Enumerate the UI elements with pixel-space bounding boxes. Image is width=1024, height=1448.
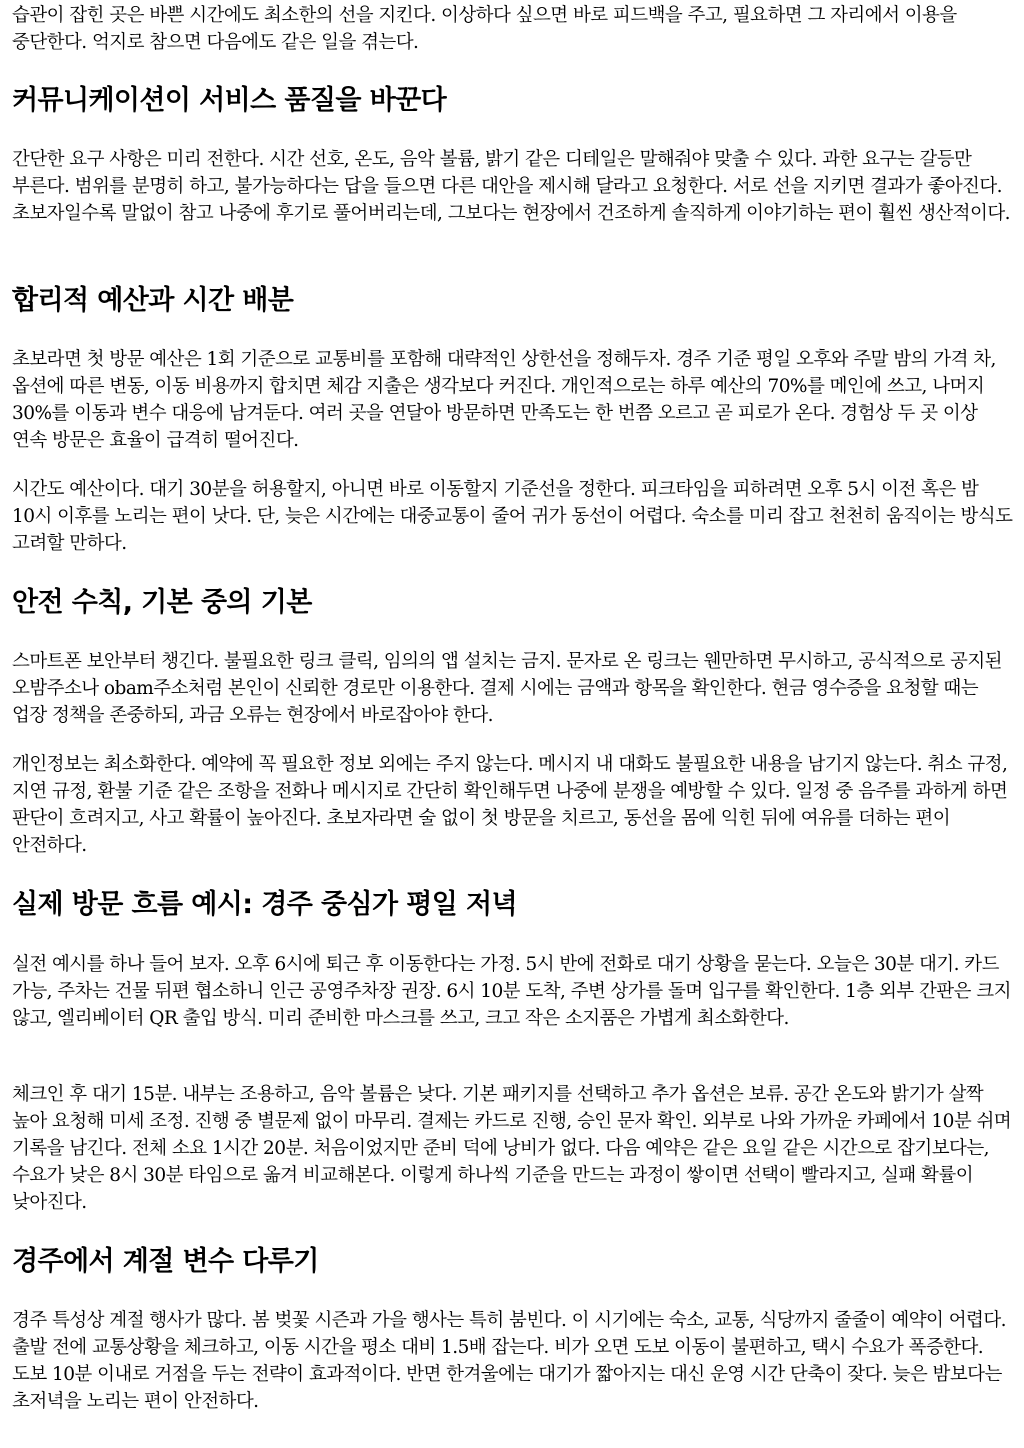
- section-heading-visit-example: 실제 방문 흐름 예시: 경주 중심가 평일 저녁: [12, 889, 517, 920]
- section-heading-budget: 합리적 예산과 시간 배분: [12, 285, 294, 316]
- section-paragraph-safety-2: 개인정보는 최소화한다. 예약에 꼭 필요한 정보 외에는 주지 않는다. 메시지 내 대화도 불필요한 내용을 남기지 않는다. 취소 규정, 지연 규정, 환불 기준 같은 조항을 전화나 메시지로 간단히 확인해두면 나중에 분쟁을 예방할 수 있다. 일정 중 음주를 과하게 하면 판단이 흐려지고, 사고 확률이 높아진다. 초보자라면 술 없이 첫 방문을 치르고, 동선을 몸에 익힌 뒤에 여유를 더하는 편이 안전하다.: [12, 754, 1008, 856]
- section-heading-safety: 안전 수칙, 기본 중의 기본: [12, 587, 312, 618]
- section-paragraph-safety-1: 스마트폰 보안부터 챙긴다. 불필요한 링크 클릭, 임의의 앱 설치는 금지. 문자로 온 링크는 웬만하면 무시하고, 공식적으로 공지된 오밤주소나 obam주소처럼 본인이 신뢰한 경로만 이용한다. 결제 시에는 금액과 항목을 확인한다. 현금 영수증을 요청할 때는 업장 정책을 존중하되, 과금 오류는 현장에서 바로잡아야 한다.: [12, 651, 1002, 726]
- section-heading-communication: 커뮤니케이션이 서비스 품질을 바꾼다: [12, 85, 447, 116]
- section-paragraph-budget-2: 시간도 예산이다. 대기 30분을 허용할지, 아니면 바로 이동할지 기준선을 정한다. 피크타임을 피하려면 오후 5시 이전 혹은 밤 10시 이후를 노리는 편이 낫다. 단, 늦은 시간에는 대중교통이 줄어 귀가 동선이 어렵다. 숙소를 미리 잡고 천천히 움직이는 방식도 고려할 만하다.: [12, 479, 1013, 554]
- section-paragraph-seasons-1: 경주 특성상 계절 행사가 많다. 봄 벚꽃 시즌과 가을 행사는 특히 붐빈다. 이 시기에는 숙소, 교통, 식당까지 줄줄이 예약이 어렵다. 출발 전에 교통상황을 체크하고, 이동 시간을 평소 대비 1.5배 잡는다. 비가 오면 도보 이동이 불편하고, 택시 수요가 폭증한다. 도보 10분 이내로 거점을 두는 전략이 효과적이다. 반면 한겨울에는 대기가 짧아지는 대신 운영 시간 단축이 잦다. 늦은 밤보다는 초저녁을 노리는 편이 안전하다.: [12, 1310, 1006, 1412]
- intro-paragraph: 습관이 잡힌 곳은 바쁜 시간에도 최소한의 선을 지킨다. 이상하다 싶으면 바로 피드백을 주고, 필요하면 그 자리에서 이용을 중단한다. 억지로 참으면 다음에도 같은 일을 겪는다.: [12, 5, 957, 53]
- section-paragraph-communication-1: 간단한 요구 사항은 미리 전한다. 시간 선호, 온도, 음악 볼륨, 밝기 같은 디테일은 말해줘야 맞출 수 있다. 과한 요구는 갈등만 부른다. 범위를 분명히 하고, 불가능하다는 답을 들으면 다른 대안을 제시해 달라고 요청한다. 서로 선을 지키면 결과가 좋아진다. 초보자일수록 말없이 참고 나중에 후기로 풀어버리는데, 그보다는 현장에서 건조하게 솔직하게 이야기하는 편이 훨씬 생산적이다.: [12, 149, 1010, 224]
- section-paragraph-visit-example-1: 실전 예시를 하나 들어 보자. 오후 6시에 퇴근 후 이동한다는 가정. 5시 반에 전화로 대기 상황을 묻는다. 오늘은 30분 대기. 카드 가능, 주차는 건물 뒤편 협소하니 인근 공영주차장 권장. 6시 10분 도착, 주변 상가를 돌며 입구를 확인한다. 1층 외부 간판은 크지 않고, 엘리베이터 QR 출입 방식. 미리 준비한 마스크를 쓰고, 크고 작은 소지품은 가볍게 최소화한다.: [12, 954, 1011, 1029]
- section-heading-seasons: 경주에서 계절 변수 다루기: [12, 1246, 319, 1277]
- section-paragraph-visit-example-2: 체크인 후 대기 15분. 내부는 조용하고, 음악 볼륨은 낮다. 기본 패키지를 선택하고 추가 옵션은 보류. 공간 온도와 밝기가 살짝 높아 요청해 미세 조정. 진행 중 별문제 없이 마무리. 결제는 카드로 진행, 승인 문자 확인. 외부로 나와 가까운 카페에서 10분 쉬며 기록을 남긴다. 전체 소요 1시간 20분. 처음이었지만 준비 덕에 낭비가 없다. 다음 예약은 같은 요일 같은 시간으로 잡기보다는, 수요가 낮은 8시 30분 타임으로 옮겨 비교해본다. 이렇게 하나씩 기준을 만드는 과정이 쌓이면 선택이 빨라지고, 실패 확률이 낮아진다.: [12, 1084, 1012, 1213]
- section-paragraph-budget-1: 초보라면 첫 방문 예산은 1회 기준으로 교통비를 포함해 대략적인 상한선을 정해두자. 경주 기준 평일 오후와 주말 밤의 가격 차, 옵션에 따른 변동, 이동 비용까지 합치면 체감 지출은 생각보다 커진다. 개인적으로는 하루 예산의 70%를 메인에 쓰고, 나머지 30%를 이동과 변수 대응에 남겨둔다. 여러 곳을 연달아 방문하면 만족도는 한 번쯤 오르고 곧 피로가 온다. 경험상 두 곳 이상 연속 방문은 효율이 급격히 떨어진다.: [12, 349, 996, 451]
